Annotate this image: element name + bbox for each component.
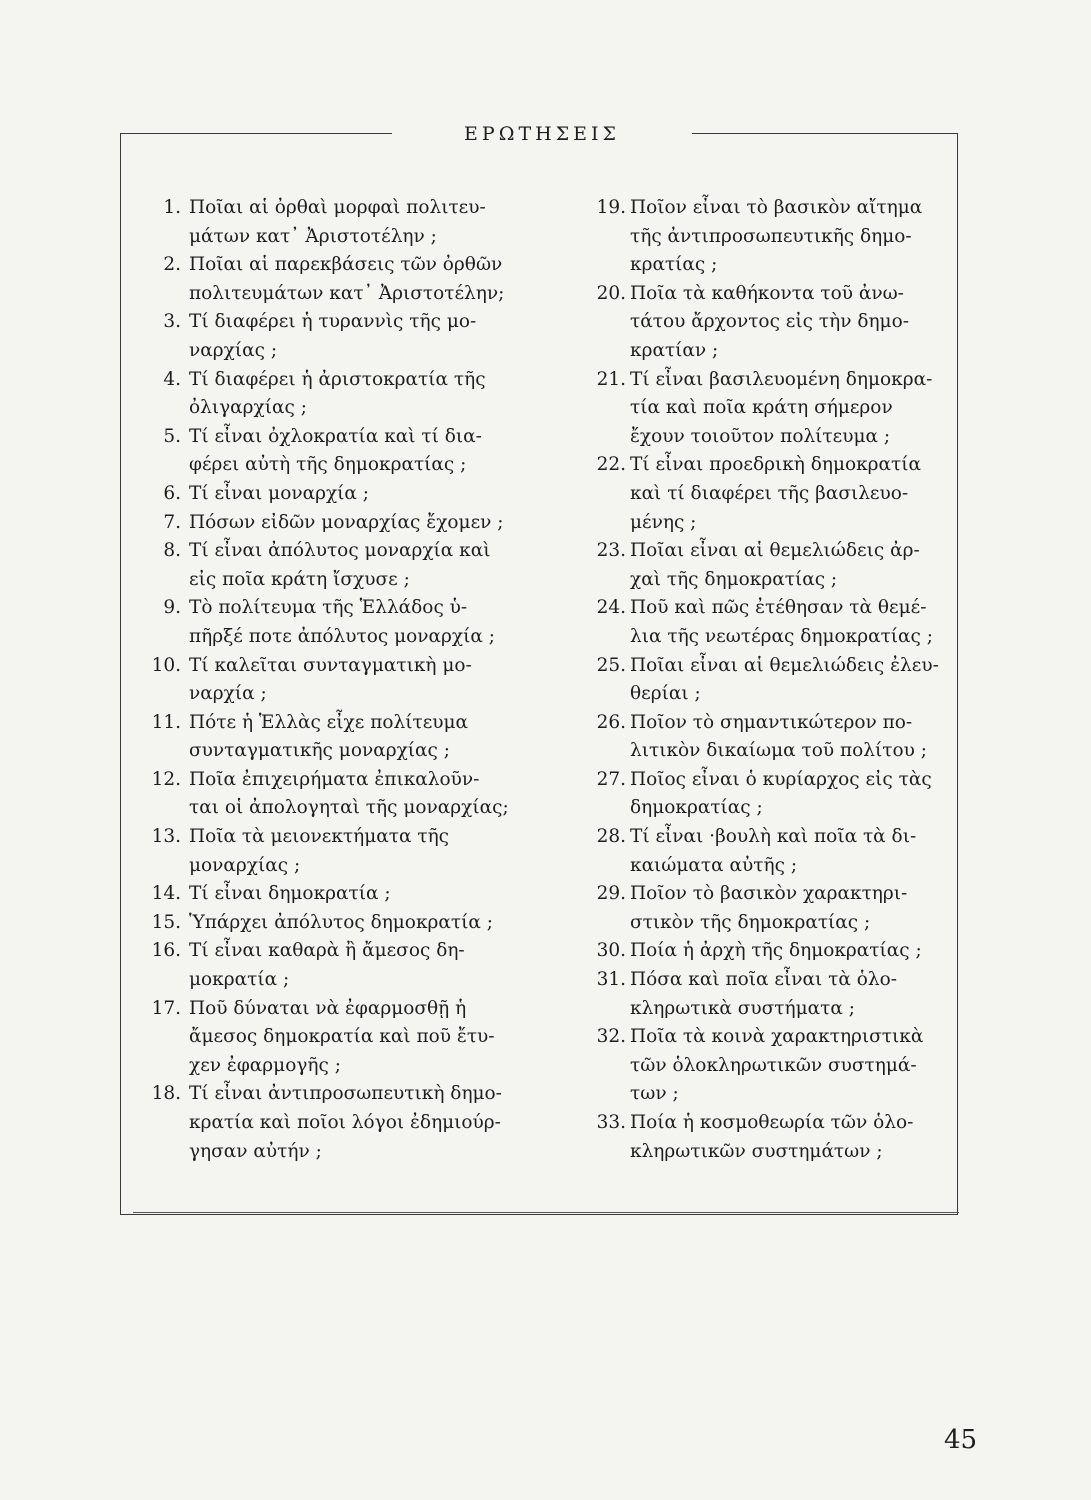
question-text — [189, 1080, 536, 1166]
question-line: Πότε ἡ Ἑλλὰς εἶχε πολίτευμα — [189, 711, 469, 733]
question-item — [141, 308, 536, 365]
question-line: Ποῖος εἶναι ὁ κυρίαρχος εἰς τὰς — [630, 768, 932, 790]
question-item — [572, 1109, 952, 1166]
question-number: 27. — [596, 768, 626, 790]
question-item — [141, 194, 536, 251]
question-item — [572, 880, 952, 937]
question-text — [630, 280, 952, 366]
question-item — [572, 823, 952, 880]
question-number: 31. — [596, 969, 626, 991]
question-text — [189, 308, 536, 365]
question-item — [572, 652, 952, 709]
question-line: Ὑπάρχει ἀπόλυτος δημοκρατία ; — [189, 911, 493, 933]
question-line: κρατία καὶ ποῖοι λόγοι ἐδημιούρ- — [189, 1112, 501, 1133]
question-item — [141, 909, 536, 938]
question-line: Ποῖαι αἱ ὀρθαὶ μορφαὶ πολιτευ- — [189, 197, 486, 218]
question-item — [141, 537, 536, 594]
question-line: Τί καλεῖται συνταγματικὴ μο- — [189, 654, 472, 676]
question-line: Τί εἶναι βασιλευομένη δημοκρα- — [630, 368, 933, 390]
question-number: 2. — [163, 254, 181, 276]
question-line: Ποῖα ἐπιχειρήματα ἐπικαλοῦν- — [189, 768, 480, 790]
question-text — [630, 937, 952, 966]
question-line: Πόσα καὶ ποῖα εἶναι τὰ ὁλο- — [630, 969, 897, 991]
question-line: καιώματα αὐτῆς ; — [630, 854, 798, 876]
question-line: τία καὶ ποῖα κράτη σήμερον — [630, 397, 893, 419]
question-item — [141, 937, 536, 994]
question-item — [572, 937, 952, 966]
question-number: 20. — [596, 282, 626, 304]
question-text — [630, 966, 952, 1023]
question-line: Τί διαφέρει ἡ ἀριστοκρατία τῆς — [189, 368, 486, 390]
question-number: 6. — [163, 482, 181, 504]
question-line: ναρχίας ; — [189, 339, 278, 361]
question-number: 10. — [151, 654, 181, 676]
question-line: μάτων κατ᾽ Ἀριστοτέλην ; — [189, 225, 437, 247]
question-line: χαὶ τῆς δημοκρατίας ; — [630, 568, 838, 590]
question-item — [572, 709, 952, 766]
question-item — [141, 880, 536, 909]
question-item — [572, 280, 952, 366]
question-line: εἰς ποῖα κράτη ἴσχυσε ; — [189, 568, 410, 590]
question-line: Ποῦ δύναται νὰ ἐφαρμοσθῇ ἡ — [189, 997, 467, 1019]
question-line: τῆς ἀντιπροσωπευτικῆς δημο- — [630, 225, 912, 247]
question-item — [572, 594, 952, 651]
question-line: Ποῖαι εἶναι αἱ θεμελιώδεις ἐλευ- — [630, 654, 939, 676]
question-text — [189, 509, 536, 538]
question-line: Τί εἶναι ·βουλὴ καὶ ποῖα τὰ δι- — [630, 826, 917, 848]
question-number: 32. — [596, 1026, 626, 1048]
question-number: 7. — [163, 511, 181, 533]
question-line: λιτικὸν δικαίωμα τοῦ πολίτου ; — [630, 740, 927, 762]
question-item — [141, 1080, 536, 1166]
question-number: 19. — [596, 197, 626, 218]
question-number: 16. — [151, 940, 181, 962]
question-number: 28. — [596, 826, 626, 848]
question-line: ται οἱ ἀπολογηταὶ τῆς μοναρχίας; — [189, 797, 509, 819]
question-line: κληρωτικῶν συστημάτων ; — [630, 1140, 883, 1162]
question-text — [189, 423, 536, 480]
question-text — [630, 652, 952, 709]
question-line: Ποία ἡ κοσμοθεωρία τῶν ὁλο- — [630, 1112, 914, 1133]
question-number: 1. — [163, 197, 181, 218]
question-line: πολιτευμάτων κατ᾽ Ἀριστοτέλην; — [189, 282, 505, 304]
question-line: κληρωτικὰ συστήματα ; — [630, 997, 855, 1019]
question-text — [189, 194, 536, 251]
question-line: φέρει αὐτὴ τῆς δημοκρατίας ; — [189, 454, 467, 476]
question-line: των ; — [630, 1083, 679, 1105]
question-line: Ποῖαι εἶναι αἱ θεμελιώδεις ἀρ- — [630, 540, 920, 562]
question-number: 23. — [596, 540, 626, 562]
question-line: Ποῖα τὰ κοινὰ χαρακτηριστικὰ — [630, 1026, 924, 1048]
question-line: πῆρξέ ποτε ἀπόλυτος μοναρχία ; — [189, 625, 495, 647]
question-text — [630, 194, 952, 280]
question-text — [630, 451, 952, 537]
question-item — [141, 652, 536, 709]
question-text — [630, 537, 952, 594]
question-item — [572, 966, 952, 1023]
question-number: 26. — [596, 711, 626, 733]
question-number: 4. — [163, 368, 181, 390]
question-line: μοκρατία ; — [189, 969, 290, 991]
question-number: 29. — [596, 883, 626, 905]
question-line: γησαν αὐτήν ; — [189, 1140, 322, 1162]
question-line: λια τῆς νεωτέρας δημοκρατίας ; — [630, 625, 934, 647]
question-number: 11. — [151, 711, 181, 733]
question-line: Τί εἶναι δημοκρατία ; — [189, 883, 391, 905]
question-number: 17. — [151, 997, 181, 1019]
question-number: 33. — [596, 1112, 626, 1133]
question-item — [572, 766, 952, 823]
question-text — [189, 880, 536, 909]
question-text — [189, 652, 536, 709]
question-item — [141, 766, 536, 823]
question-item — [141, 995, 536, 1081]
question-item — [141, 423, 536, 480]
question-number: 15. — [151, 911, 181, 933]
question-line: Τί εἶναι ἀπόλυτος μοναρχία καὶ — [189, 540, 491, 562]
question-line: τῶν ὁλοκληρωτικῶν συστημά- — [630, 1054, 917, 1076]
question-text — [189, 537, 536, 594]
question-line: ἄμεσος δημοκρατία καὶ ποῦ ἔτυ- — [189, 1026, 495, 1048]
question-item — [141, 823, 536, 880]
question-text — [189, 251, 536, 308]
question-text — [189, 995, 536, 1081]
question-line: Τί διαφέρει ἡ τυραννὶς τῆς μο- — [189, 311, 477, 333]
question-text — [630, 366, 952, 452]
question-line: Ποῦ καὶ πῶς ἐτέθησαν τὰ θεμέ- — [630, 597, 927, 619]
question-number: 3. — [163, 311, 181, 333]
question-line: δημοκρατίας ; — [630, 797, 763, 819]
question-text — [189, 823, 536, 880]
question-item — [141, 594, 536, 651]
question-text — [630, 1109, 952, 1166]
question-line: Ποῖον εἶναι τὸ βασικὸν αἴτημα — [630, 197, 923, 218]
question-number: 24. — [596, 597, 626, 619]
question-text — [630, 880, 952, 937]
question-text — [630, 709, 952, 766]
question-text — [189, 766, 536, 823]
question-line: κρατίας ; — [630, 254, 718, 276]
question-line: Ποῖαι αἱ παρεκβάσεις τῶν ὀρθῶν — [189, 254, 503, 276]
frame-bottom-rule — [133, 1212, 959, 1213]
question-item — [572, 1023, 952, 1109]
question-line: Τί εἶναι καθαρὰ ἢ ἄμεσος δη- — [189, 940, 465, 962]
question-number: 30. — [596, 940, 626, 962]
question-item — [141, 366, 536, 423]
question-item — [141, 509, 536, 538]
page-title: ΕΡΩΤΗΣΕΙΣ — [392, 120, 692, 148]
question-line: τάτου ἄρχοντος εἰς τὴν δημο- — [630, 311, 909, 333]
page-number: 45 — [944, 1425, 978, 1455]
question-line: κρατίαν ; — [630, 339, 719, 361]
question-line: συνταγματικῆς μοναρχίας ; — [189, 740, 451, 762]
question-item — [572, 451, 952, 537]
question-line: Τί εἶναι ὀχλοκρατία καὶ τί δια- — [189, 425, 482, 447]
question-number: 25. — [596, 654, 626, 676]
question-text — [630, 823, 952, 880]
question-line: Τί εἶναι προεδρικὴ δημοκρατία — [630, 454, 922, 476]
question-text — [630, 766, 952, 823]
question-text — [189, 594, 536, 651]
question-line: Πόσων εἰδῶν μοναρχίας ἔχομεν ; — [189, 511, 504, 533]
question-line: Τί εἶναι ἀντιπροσωπευτικὴ δημο- — [189, 1083, 502, 1105]
question-item — [572, 366, 952, 452]
right-question-column — [572, 194, 952, 1166]
question-text — [189, 909, 536, 938]
question-text — [189, 937, 536, 994]
question-line: ἔχουν τοιοῦτον πολίτευμα ; — [630, 425, 891, 447]
question-number: 13. — [151, 826, 181, 848]
question-number: 5. — [163, 425, 181, 447]
question-line: Ποῖον τὸ βασικὸν χαρακτηρι- — [630, 883, 908, 905]
question-line: στικὸν τῆς δημοκρατίας ; — [630, 911, 871, 933]
question-line: Ποῖον τὸ σημαντικώτερον πο- — [630, 711, 913, 733]
question-line: καὶ τί διαφέρει τῆς βασιλευο- — [630, 482, 909, 504]
question-text — [189, 366, 536, 423]
question-line: μένης ; — [630, 511, 697, 533]
left-question-column — [141, 194, 536, 1166]
question-line: Τὸ πολίτευμα τῆς Ἑλλάδος ὑ- — [189, 597, 468, 619]
question-item — [141, 480, 536, 509]
question-item — [572, 194, 952, 280]
question-number: 22. — [596, 454, 626, 476]
question-item — [572, 537, 952, 594]
question-number: 9. — [163, 597, 181, 619]
question-number: 8. — [163, 540, 181, 562]
question-line: χεν ἐφαρμογῆς ; — [189, 1054, 341, 1076]
question-line: Ποία ἡ ἀρχὴ τῆς δημοκρατίας ; — [630, 940, 922, 962]
question-number: 14. — [151, 883, 181, 905]
question-line: ὀλιγαρχίας ; — [189, 397, 307, 419]
question-text — [189, 709, 536, 766]
question-number: 21. — [596, 368, 626, 390]
question-line: ναρχία ; — [189, 683, 267, 705]
question-line: μοναρχίας ; — [189, 854, 301, 876]
question-text — [189, 480, 536, 509]
question-line: Ποῖα τὰ μειονεκτήματα τῆς — [189, 826, 450, 848]
question-text — [630, 1023, 952, 1109]
question-line: θερίαι ; — [630, 683, 701, 705]
question-line: Τί εἶναι μοναρχία ; — [189, 482, 370, 504]
question-number: 18. — [151, 1083, 181, 1105]
question-item — [141, 251, 536, 308]
question-text — [630, 594, 952, 651]
question-line: Ποῖα τὰ καθήκοντα τοῦ ἀνω- — [630, 282, 904, 304]
question-number: 12. — [151, 768, 181, 790]
question-item — [141, 709, 536, 766]
